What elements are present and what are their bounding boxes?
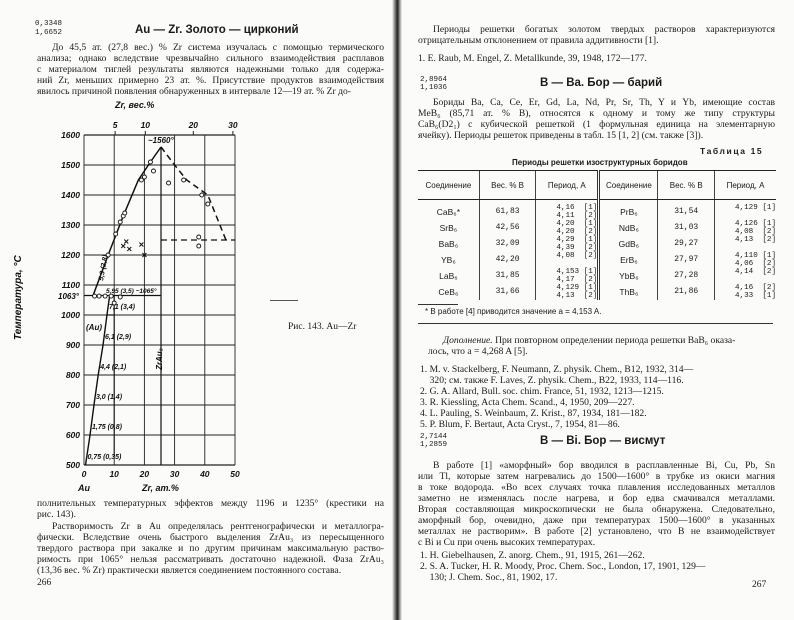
text-line: 3. R. Kiessling, Acta Chem. Scand., 4, 1950, 209—227. <box>420 397 635 408</box>
eutectic-label: 5,95 (3,5) ~1065° <box>106 288 157 295</box>
reference: 1. E. Raub, M. Engel, Z. Metallkunde, 39, 1948, 172—177. <box>418 53 647 64</box>
table-cell <box>556 260 597 268</box>
table-cell: 32,09 <box>495 239 520 248</box>
peak-label: ~1560° <box>148 136 174 145</box>
text-line: Бориды Ba, Ca, Ce, Er, Gd, La, Nd, Pr, Sr, Th, Y и Yb, имеющие состав <box>433 97 775 108</box>
table-cell: CeB₆ <box>438 287 459 297</box>
data-point-circle <box>206 202 210 206</box>
table-cell: YB₆ <box>441 255 456 265</box>
solubility-label: 7,1 (3,4) <box>108 304 136 311</box>
text-line: явилось причиной появления обнаруженных в интервале 12—19 ат. % Zr до- <box>37 86 351 97</box>
table-cell: 4,11 [2] <box>556 212 598 220</box>
header-number: 1,1036 <box>420 84 448 92</box>
header-number: 2,8964 <box>420 76 448 84</box>
table-cell: 42,56 <box>495 223 520 232</box>
table-cell: 4,06 [2] <box>734 260 776 268</box>
wt-column <box>479 200 536 301</box>
y-axis-label: Температура, °С <box>13 255 24 340</box>
table-cell: 31,85 <box>495 271 520 280</box>
solidus-label: 5,3 (2,8) <box>98 254 110 282</box>
x-tick-label: 40 <box>200 469 210 479</box>
data-point-circle <box>142 175 146 179</box>
y-tick-label: 1500 <box>61 160 80 170</box>
top-tick-label: 5 <box>112 120 118 130</box>
period-column <box>714 200 776 301</box>
table-cell: 4,29 [1] <box>556 236 598 244</box>
table-cell: ErB₆ <box>620 255 638 265</box>
table-cell: 29,27 <box>674 239 699 248</box>
text-line: аморфный бор, очевидно, даже при температурах 1500—1600° в указанных <box>418 515 775 526</box>
data-point-circle <box>148 160 152 164</box>
figure-caption: Рис. 143. Au—Zr <box>288 322 357 332</box>
section-title: B — Bi. Бор — висмут <box>540 435 666 447</box>
text-line: CaB₆(D2₁) с кубической решеткой (1 формульная единица на элементарную <box>418 119 775 130</box>
col-header: Период, A <box>714 171 776 200</box>
top-tick-label: 20 <box>188 120 199 130</box>
text-line: рис. 143). <box>37 509 76 520</box>
col-header: Вес. % B <box>658 171 715 200</box>
table-cell: 31,54 <box>674 207 699 216</box>
table-cell: 21,86 <box>674 287 699 296</box>
table-cell: 4,17 [2] <box>556 276 598 284</box>
diagram-points <box>93 160 210 305</box>
bottom-axis-label: Zr, ат.% <box>142 483 179 493</box>
table-footnote: * В работе [4] приводится значение a = 4,153 A. <box>425 307 602 316</box>
y-tick-label: 1000 <box>61 310 80 320</box>
solubility-label: 4,4 (2,1) <box>100 364 127 371</box>
x-tick-label: 10 <box>109 469 119 479</box>
text-line: заметно не изменялась после нагрева, и бор едва смачивался металлами. <box>418 493 775 504</box>
table-cell: 4,129 [1] <box>734 204 776 212</box>
x-tick-label: 30 <box>169 469 180 479</box>
y-tick-label: 500 <box>65 460 80 470</box>
y-tick-label: 1300 <box>61 220 80 230</box>
table-cell: LaB₆ <box>439 271 458 281</box>
table-cell: ThB₆ <box>619 287 639 297</box>
data-point-circle <box>118 295 122 299</box>
data-point-circle <box>197 244 201 248</box>
text-line: Периоды решетки богатых золотом твердых растворов характеризуются <box>433 24 775 35</box>
top-tick-label: 10 <box>140 120 151 130</box>
table-cell: SrB₆ <box>439 223 458 233</box>
phase-diagram <box>0 0 392 620</box>
table-cell: 4,16 [2] <box>734 284 776 292</box>
period-column <box>536 200 599 301</box>
table-cell: 4,110 [1] <box>734 252 776 260</box>
table-cell: 42,20 <box>495 255 520 264</box>
solubility-label: 0,75 (0,35) <box>87 454 122 461</box>
section-title: B — Ba. Бор — барий <box>540 77 663 89</box>
solvus-line <box>86 296 110 466</box>
table-cell: BaB₆ <box>438 239 459 249</box>
page-number: 267 <box>752 580 767 590</box>
header-number: 1,2859 <box>420 441 448 449</box>
text-line: 1. M. v. Stackelberg, F. Neumann, Z. physik. Chem., B12, 1932, 314— <box>420 364 694 375</box>
table-cell: 4,08 [2] <box>556 252 598 260</box>
text-line: в токе водорода. «Во всех случаях точка плавления исследованных металлов <box>418 482 775 493</box>
phase-zrau3-label: ZrAu₃ <box>155 348 164 370</box>
text-line: металлах не растворим». В работе [2] установлено, что B не взаимодействует <box>418 526 775 537</box>
y-tick-label: 600 <box>65 430 80 440</box>
y-tick-label: 1100 <box>61 280 80 290</box>
y-tick-label: 800 <box>65 370 80 380</box>
table-cell: 31,66 <box>495 287 520 296</box>
solubility-label: 6,1 (2,9) <box>105 334 132 341</box>
data-point-circle <box>97 294 101 298</box>
table-cell: 4,13 [2] <box>734 236 776 244</box>
text-line: 1. H. Giebelhausen, Z. anorg. Chem., 91, 1915, 261—262. <box>420 550 645 561</box>
x-tick-label: 50 <box>230 469 240 479</box>
addendum-label <box>443 335 735 346</box>
text-line: твердого раствора при закалке и по другим причинам максимальную раство- <box>37 543 384 554</box>
text-line: Вторая составляющая микроскопически не была обнаружена. Следовательно, <box>418 504 775 515</box>
table-title: Периоды решетки изоструктурных боридов <box>512 158 688 167</box>
text-line: или Tl, которые затем нагревались до 1500—1600° в трубке из окиси магния <box>418 471 775 482</box>
table-cell: 4,20 [2] <box>556 228 598 236</box>
data-point-circle <box>118 220 122 224</box>
table-cell: 31,03 <box>674 223 699 232</box>
table-cell <box>735 244 776 252</box>
page-number: 266 <box>37 578 52 588</box>
table-cell: 27,28 <box>674 271 699 280</box>
boride-table <box>418 170 776 300</box>
table-cell: 4,20 [1] <box>556 220 598 228</box>
text-line: 2. S. A. Tucker, H. R. Moody, Proc. Chem. Soc., London, 17, 1901, 129— <box>420 561 706 572</box>
col-header: Период, A <box>536 171 599 200</box>
solubility-label: 1,75 (0,8) <box>92 424 123 431</box>
data-point-circle <box>151 169 155 173</box>
x-tick-label: 0 <box>81 469 87 479</box>
table-cell: 4,33 [1] <box>734 292 776 300</box>
text-line: полнительных температурных эффектов между 1196 и 1235° (крестики на <box>37 498 384 509</box>
text-line: 5. P. Blum, F. Bertaut, Acta Cryst., 7, 1954, 81—86. <box>420 419 620 430</box>
text-line: отрицательным отклонением от правила аддитивности [1]. <box>418 35 659 46</box>
text-line: с материалом тиглей результаты являются надежными только для содержа- <box>37 64 384 75</box>
data-point-circle <box>114 232 118 236</box>
text-line: 4. L. Pauling, S. Weinbaum, Z. Krist., 87, 1934, 181—182. <box>420 408 647 419</box>
solubility-label: 3,0 (1,4) <box>95 394 123 401</box>
text-line: анализа; однако вследствие чрезвычайно сильного взаимодействия расплавов <box>37 53 384 64</box>
diagram-grid <box>61 120 240 479</box>
text-line: 2. G. A. Allard, Bull. soc. chim. France, 51, 1932, 1213—1215. <box>420 386 664 397</box>
y-tick-label: 1600 <box>61 130 80 140</box>
addendum-text: лось, что a = 4,268 A [5]. <box>428 346 528 357</box>
text-line: с Bi и Cu при очень высоких температурах. <box>418 537 596 548</box>
data-point-circle <box>197 235 201 239</box>
text-line: фически. Вследствие очень быстрого выделения ZrAu₃ из пересыщенного <box>37 532 384 543</box>
col-header: Соединение <box>418 171 479 200</box>
book-gutter <box>392 0 402 620</box>
table-cell: 61,83 <box>495 207 520 216</box>
table-cell: NdB₆ <box>618 223 639 233</box>
y-tick-1063: 1063° <box>58 292 79 301</box>
bottom-left-label: Au <box>78 483 90 493</box>
x-tick-label: 20 <box>139 469 150 479</box>
table-cell: 4,14 [2] <box>734 268 776 276</box>
data-point-circle <box>167 181 171 185</box>
text-line: До 45,5 ат. (27,8 вес.) % Zr система изучалась с помощью термического <box>52 42 384 53</box>
data-point-cross <box>139 243 143 247</box>
data-point-circle <box>123 211 127 215</box>
table-cell: CaB₆* <box>436 207 461 217</box>
table-cell: YbB₆ <box>619 271 639 281</box>
top-tick-label: 30 <box>228 120 238 130</box>
data-point-cross <box>124 240 128 244</box>
table-cell: PrB₆ <box>620 207 638 217</box>
text-line: 320; см. также F. Laves, Z. physik. Chem., B22, 1933, 114—116. <box>420 375 684 386</box>
col-header: Вес. % B <box>479 171 536 200</box>
y-tick-label: 900 <box>65 340 80 350</box>
table-cell: 4,16 [1] <box>556 204 598 212</box>
header-number: 1,6652 <box>35 29 63 37</box>
phase-au-label: (Au) <box>86 323 102 332</box>
table-cell: 4,13 [2] <box>556 292 598 300</box>
footnote-rule <box>418 304 458 305</box>
data-point-circle <box>182 178 186 182</box>
section-title: Au — Zr. Золото — цирконий <box>135 24 299 36</box>
data-point-circle <box>93 294 97 298</box>
table-label: Таблица 15 <box>700 146 764 156</box>
wt-column <box>658 200 715 301</box>
y-tick-label: 1400 <box>61 190 80 200</box>
data-point-circle <box>200 193 204 197</box>
col-header: Соединение <box>599 171 658 200</box>
text-line: ячейку). Периоды решеток приведены в табл. 15 [1, 2] (см. также [3]). <box>418 130 704 141</box>
table-cell <box>735 212 776 220</box>
header-number: 2,7144 <box>420 433 448 441</box>
top-axis-label: Zr, вес.% <box>115 100 155 110</box>
header-number: 0,3348 <box>35 20 63 28</box>
text-line: 130; J. Chem. Soc., 81, 1902, 17. <box>420 572 558 583</box>
text-line: В работе [1] «аморфный» бор вводился в расплавленные Bi, Cu, Pb, Sn <box>433 460 775 471</box>
liquidus-dashed <box>161 147 226 240</box>
text-line: римость при 1065° нельзя рассматривать достаточно надежной. Фаза ZrAu₃ <box>37 554 384 565</box>
addendum-first-line: При повторном определении периода решетки BaB₆ оказа- <box>495 335 736 346</box>
text-line: (13,36 вес. % Zr) практически является соединением постоянного состава. <box>37 565 342 576</box>
data-point-cross <box>121 244 125 248</box>
compound-column <box>599 200 658 301</box>
y-tick-label: 1200 <box>61 250 80 260</box>
text-line: Растворимость Zr в Au определялась рентгенографически и металлогра- <box>52 521 384 532</box>
addendum-label-text: Дополнение. <box>443 335 493 346</box>
data-point-cross <box>127 247 131 251</box>
table-cell <box>735 276 776 284</box>
divider <box>418 323 773 324</box>
text-line: ний Zr, меньших примерно 23 ат. %. Присутствие продуктов взаимодействия <box>37 75 384 86</box>
table-cell: GdB₆ <box>618 239 640 249</box>
table-cell: 4,129 [1] <box>556 284 598 292</box>
table-cell: 4,126 [1] <box>734 220 776 228</box>
y-tick-label: 700 <box>65 400 80 410</box>
table-cell: 27,97 <box>674 255 699 264</box>
text-line: MeB₆ (85,71 ат. % B), относятся к одному и тому же типу структуры <box>418 108 775 119</box>
table-cell: 4,08 [2] <box>734 228 776 236</box>
table-cell: 4,39 [2] <box>556 244 598 252</box>
compound-column <box>418 200 479 301</box>
table-cell: 4,153 [1] <box>556 268 598 276</box>
